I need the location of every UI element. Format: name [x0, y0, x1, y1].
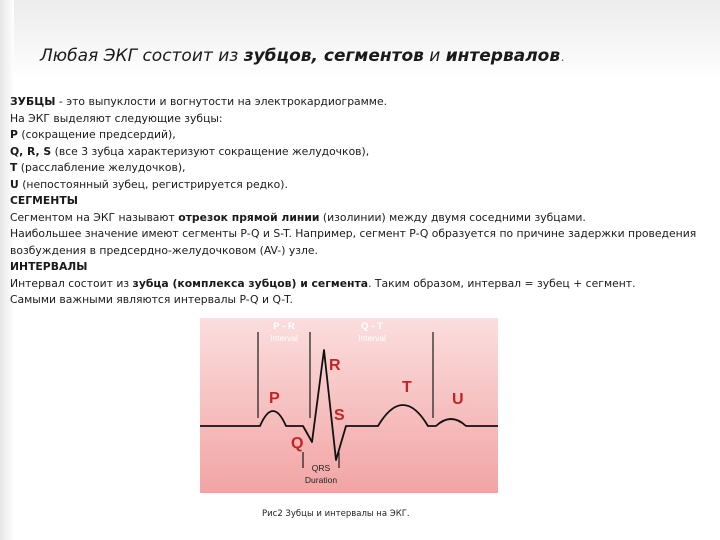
pr-interval-sublabel: Interval — [270, 333, 298, 343]
r-wave-label: R — [329, 357, 341, 374]
text-line: Интервал состоит из зубца (комплекса зубцов) и сегмента. Таким образом, интервал = зубец + сегмент. — [10, 276, 636, 290]
pr-interval-label: P - R — [273, 321, 295, 332]
qrs-sublabel: Duration — [304, 475, 338, 485]
p-wave-label: P — [269, 390, 280, 407]
text-line: U (непостоянный зубец, регистрируется редко). — [10, 177, 288, 191]
text-line: Q, R, S (все 3 зубца характеризуют сокращение желудочков), — [10, 144, 370, 158]
text-line: ЗУБЦЫ - это выпуклости и вогнутости на электрокардиограмме. — [10, 95, 388, 108]
qt-interval-sublabel: Interval — [358, 333, 386, 343]
section-heading-segments: СЕГМЕНТЫ — [10, 194, 78, 207]
text-paragraph: Наибольшее значение имеют сегменты P-Q и S-T. Например, сегмент P-Q образуется по причине задержки проведения возбуждения в предсердно-желудочковом (AV-) узле. — [10, 227, 697, 257]
figure-caption: Рис2 Зубцы и интервалы на ЭКГ. — [262, 509, 410, 519]
section-heading-intervals: ИНТЕРВАЛЫ — [10, 260, 88, 273]
slide-body — [10, 94, 710, 309]
q-wave-label: Q — [291, 435, 304, 452]
ecg-figure — [200, 318, 498, 493]
qrs-label: QRS — [311, 463, 331, 473]
text-line: Самыми важными являются интервалы P-Q и Q-T. — [10, 293, 293, 306]
ecg-diagram — [200, 318, 498, 493]
slide-background — [0, 0, 720, 80]
text-line: Сегментом на ЭКГ называют отрезок прямой линии (изолинии) между двумя соседними зубцами. — [10, 210, 586, 224]
text-line: На ЭКГ выделяют следующие зубцы: — [10, 111, 223, 125]
t-wave-label: T — [402, 379, 412, 396]
qt-interval-label: Q - T — [361, 321, 383, 332]
u-wave-label: U — [452, 391, 464, 408]
s-wave-label: S — [334, 407, 345, 424]
text-line: T (расслабление желудочков), — [10, 161, 186, 174]
slide-title: Любая ЭКГ состоит из зубцов, сегментов и интервалов. — [40, 46, 565, 66]
text-line: P (сокращение предсердий), — [10, 128, 176, 141]
